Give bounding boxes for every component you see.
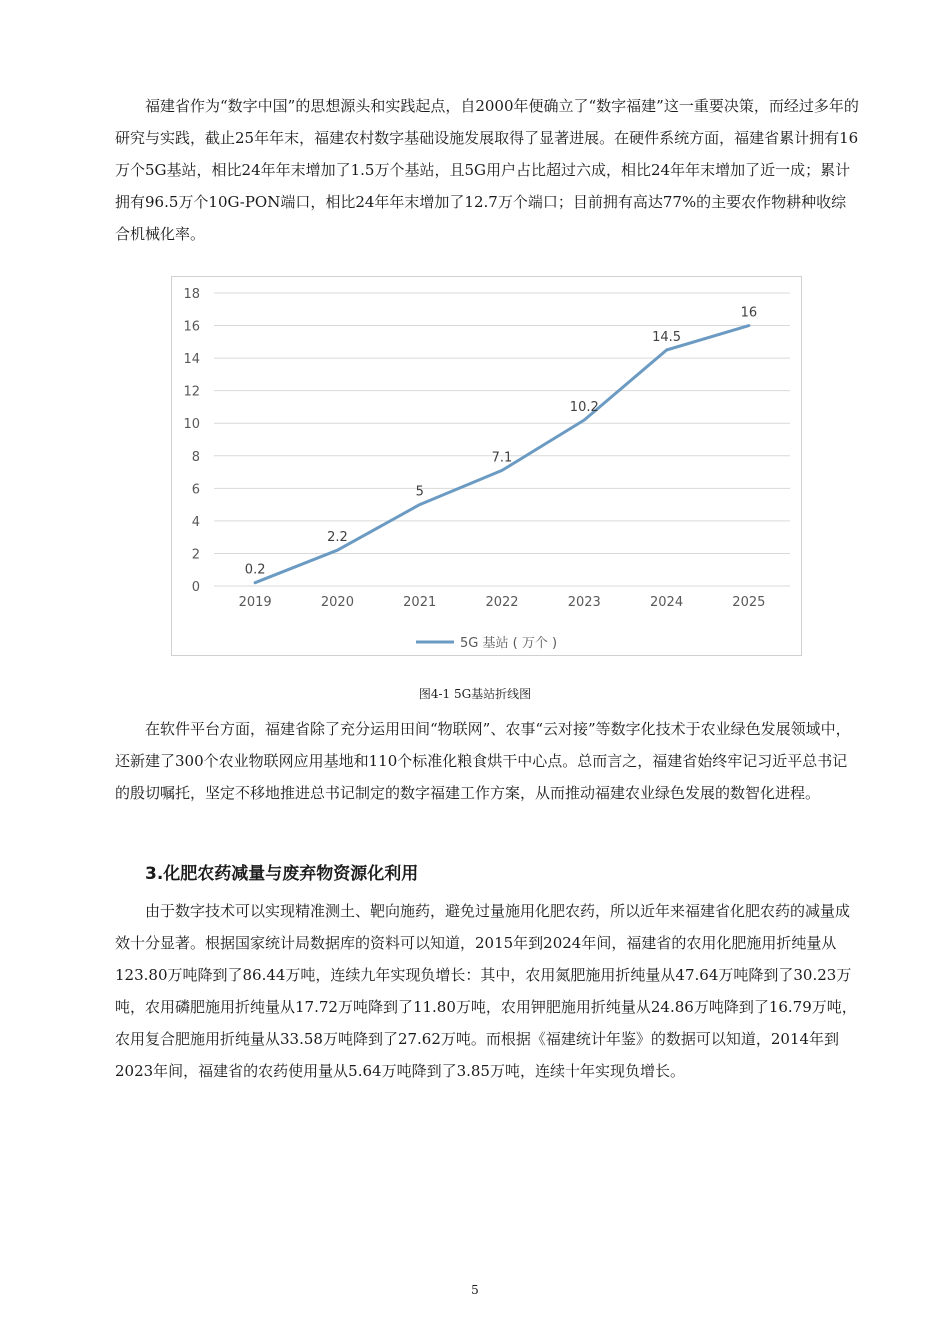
data-label: 2.2 [327, 530, 348, 546]
x-tick-label: 2024 [650, 595, 684, 610]
y-tick-label: 18 [183, 287, 200, 302]
x-tick-label: 2021 [403, 595, 437, 610]
y-tick-label: 0 [191, 580, 200, 595]
data-label: 16 [740, 305, 758, 321]
y-tick-label: 8 [191, 449, 200, 465]
data-label: 10.2 [569, 399, 599, 415]
figure-caption: 图4-1 5G基站折线图 [418, 687, 532, 701]
data-label: 14.5 [652, 329, 682, 345]
y-tick-label: 16 [183, 319, 200, 335]
section-heading: 3.化肥农药减量与废弃物资源化利用 [145, 864, 419, 884]
page-number: 5 [471, 1283, 479, 1297]
y-tick-label: 6 [191, 482, 200, 498]
y-tick-label: 14 [183, 352, 200, 368]
data-label: 7.1 [491, 450, 513, 466]
y-tick-label: 12 [183, 384, 200, 400]
y-tick-label: 10 [183, 417, 200, 433]
y-tick-label: 2 [191, 547, 200, 563]
x-tick-label: 2023 [567, 595, 601, 610]
intro-paragraph: 福建省作为“数字中国”的思想源头和实践起点，自2000年便确立了“数字福建”这一重要决策，而经过多年的研究与实践，截止25年年末，福建农村数字基础设施发展取得了显著进展。在硬件系统方面，福建省累计拥有16万个5G基站，相比24年年末增加了1.5万个基站，且5G用户占比超过六成，相比24年年末增加了近一成；累计拥有96.5万个10G-PON端口，相比24年年末增加了12.7万个端口；目前拥有高达77%的主要农作物耕种收综合机械化率。 [115, 97, 859, 243]
x-tick-label: 2020 [320, 595, 354, 610]
data-label: 0.2 [244, 562, 266, 578]
x-tick-label: 2022 [485, 595, 519, 610]
software-paragraph: 在软件平台方面，福建省除了充分运用田间“物联网”、农事“云对接”等数字化技术于农业绿色发展领域中，还新建了300个农业物联网应用基地和110个标准化粮食烘干中心点。总而言之，福建省始终牢记习近平总书记的殷切嘱托，坚定不移地推进总书记制定的数字福建工作方案，从而推动福建农业绿色发展的数智化进程。 [115, 720, 851, 802]
legend-label: 5G 基站 ( 万个 ) [460, 636, 558, 651]
chart-svg [172, 277, 803, 657]
y-tick-label: 4 [191, 514, 200, 530]
fertilizer-paragraph: 由于数字技术可以实现精准测土、靶向施药，避免过量施用化肥农药，所以近年来福建省化肥农药的减量成效十分显著。根据国家统计局数据库的资料可以知道，2015年到2024年间，福建省的农用化肥施用折纯量从123.80万吨降到了86.44万吨，连续九年实现负增长：其中，农用氮肥施用折纯量从47.64万吨降到了30.23万吨，农用磷肥施用折纯量从17.72万吨降到了11.80万吨，农用钾肥施用折纯量从24.86万吨降到了16.79万吨，农用复合肥施用折纯量从33.58万吨降到了27.62万吨。而根据《福建统计年鉴》的数据可以知道，2014年到2023年间，福建省的农药使用量从5.64万吨降到了3.85万吨，连续十年实现负增长。 [115, 902, 857, 1080]
x-tick-label: 2019 [238, 595, 272, 610]
data-label: 5 [415, 484, 424, 500]
x-tick-label: 2025 [732, 595, 766, 610]
line-chart [171, 276, 802, 656]
